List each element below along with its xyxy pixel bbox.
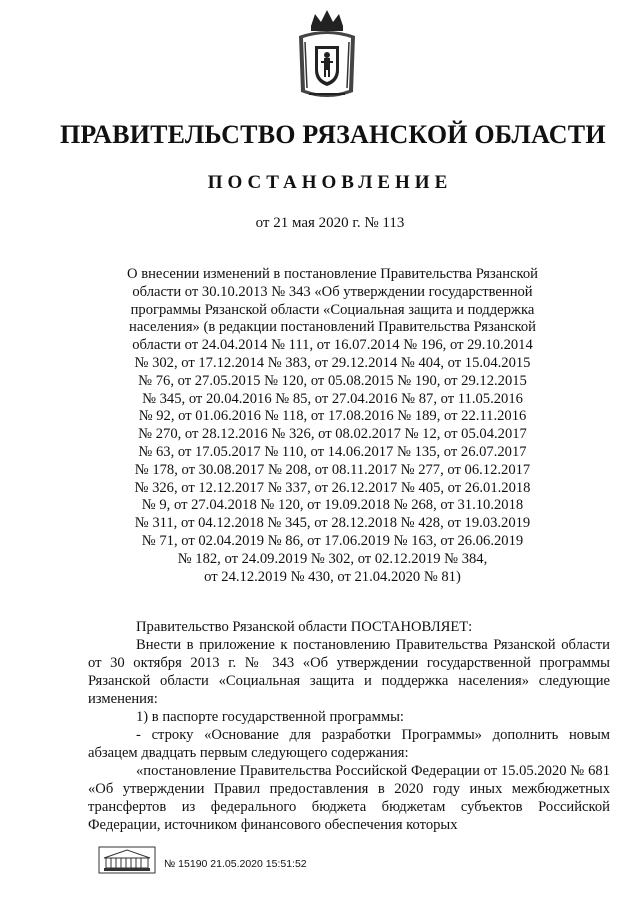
document-date: от 21 мая 2020 г. № 113 (255, 215, 405, 231)
registration-number: № 15190 21.05.2020 15:51:52 (164, 858, 307, 870)
subject-line: № 302, от 17.12.2014 № 383, от 29.12.2014 № 404, от 15.04.2015 (134, 354, 531, 371)
subject-line: № 311, от 04.12.2018 № 345, от 28.12.2018 № 428, от 19.03.2019 (134, 515, 531, 532)
subject-line: № 71, от 02.04.2019 № 86, от 17.06.2019 № 163, от 26.06.2019 (141, 532, 524, 549)
subject-line: № 270, от 28.12.2016 № 326, от 08.02.2017 № 12, от 05.04.2017 (138, 426, 527, 443)
document-type: ПОСТАНОВЛЕНИЕ (207, 172, 453, 193)
page-title: ПРАВИТЕЛЬСТВО РЯЗАНСКОЙ ОБЛАСТИ (60, 120, 606, 149)
subject-line: программы Рязанской области «Социальная защита и поддержка (130, 301, 535, 318)
building-stamp-icon (98, 846, 156, 874)
ryazan-coat-of-arms-icon (295, 8, 359, 104)
subject-line: области от 24.04.2014 № 111, от 16.07.2014 № 196, от 29.10.2014 (132, 337, 533, 354)
subject-line: № 92, от 01.06.2016 № 118, от 17.08.2016 № 189, от 22.11.2016 (138, 408, 527, 425)
subject-line: № 63, от 17.05.2017 № 110, от 14.06.2017 № 135, от 26.07.2017 (138, 443, 527, 460)
document-footer (98, 846, 398, 876)
body-paragraph: «постановление Правительства Российской Федерации от 15.05.2020 № 681 «Об утверждении Правил предоставления в 2020 году иных межбюджетных трансфертов из федерального бюджета бюджетам субъектов Российской Федерации, источником финансового обеспечения которых (88, 763, 610, 833)
body-paragraph: - строку «Основание для разработки Программы» дополнить новым абзацем двадцать первым следующего содержания: (88, 727, 610, 761)
subject-line: № 326, от 12.12.2017 № 337, от 26.12.2017 № 405, от 26.01.2018 (134, 479, 531, 496)
subject-line: О внесении изменений в постановление Правительства Рязанской (127, 266, 538, 282)
body-paragraph: 1) в паспорте государственной программы: (136, 709, 404, 725)
subject-line: № 76, от 27.05.2015 № 120, от 05.08.2015 № 190, от 29.12.2015 (138, 372, 527, 389)
subject-line: № 345, от 20.04.2016 № 85, от 27.04.2016 № 87, от 11.05.2016 (142, 390, 523, 407)
subject-line: № 182, от 24.09.2019 № 302, от 02.12.2019 № 384, (177, 550, 488, 567)
subject-line: населения» (в редакции постановлений Правительства Рязанской (129, 319, 536, 336)
resolution-statement: Правительство Рязанской области ПОСТАНОВЛЯЕТ: (136, 619, 473, 635)
document-subject (110, 266, 555, 586)
subject-line: области от 30.10.2013 № 343 «Об утверждении государственной (132, 283, 533, 300)
subject-line: от 24.12.2019 № 430, от 21.04.2020 № 81) (204, 568, 461, 585)
body-paragraph: Внести в приложение к постановлению Правительства Рязанской области от 30 октября 2013 г. № 343 «Об утверждении государственной программы Рязанской области «Социальная защита и поддержка населения» следующие изменения: (88, 637, 610, 707)
subject-line: № 178, от 30.08.2017 № 208, от 08.11.2017 № 277, от 06.12.2017 (134, 461, 531, 478)
subject-line: № 9, от 27.04.2018 № 120, от 19.09.2018 № 268, от 31.10.2018 (141, 497, 524, 514)
document-body (88, 618, 610, 834)
